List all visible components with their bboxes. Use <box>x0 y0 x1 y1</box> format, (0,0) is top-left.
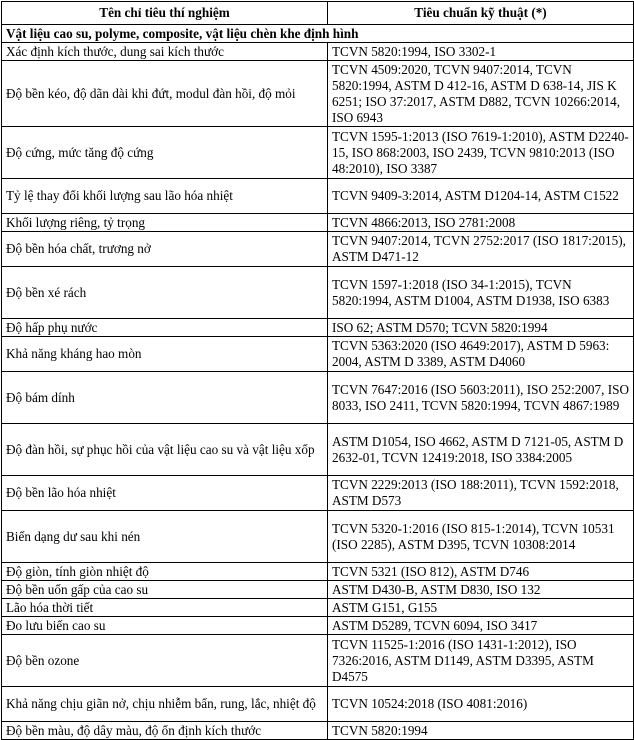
test-name: Tỷ lệ thay đổi khối lượng sau lão hóa nhiệt <box>2 179 328 214</box>
test-standard: TCVN 2229:2013 (ISO 188:2011), TCVN 1592:2018, ASTM D573 <box>328 476 634 511</box>
test-standard: TCVN 1597-1:2018 (ISO 34-1:2015), TCVN 5820:1994, ASTM D1004, ASTM D1938, ISO 6383 <box>328 267 634 319</box>
table-row <box>2 267 634 319</box>
test-standard: ASTM G151, G155 <box>328 599 634 617</box>
table-row <box>2 635 634 687</box>
test-standard: ASTM D1054, ISO 4662, ASTM D 7121-05, ASTM D 2632-01, TCVN 12419:2018, ISO 3384:2005 <box>328 424 634 476</box>
table-row <box>2 581 634 599</box>
test-name: Độ bền ozone <box>2 635 328 687</box>
test-name: Độ giòn, tính giòn nhiệt độ <box>2 563 328 581</box>
test-name: Độ bền hóa chất, trương nở <box>2 232 328 267</box>
table-row <box>2 424 634 476</box>
test-standard: ASTM D5289, TCVN 6094, ISO 3417 <box>328 617 634 635</box>
test-standard: TCVN 9409-3:2014, ASTM D1204-14, ASTM C1522 <box>328 179 634 214</box>
test-name: Độ hấp phụ nước <box>2 319 328 337</box>
test-standard: TCVN 9407:2014, TCVN 2752:2017 (ISO 1817:2015), ASTM D471-12 <box>328 232 634 267</box>
section-row <box>2 25 634 43</box>
header-row <box>2 2 634 25</box>
test-standard: TCVN 4509:2020, TCVN 9407:2014, TCVN 5820:1994, ASTM D 412-16, ASTM D 638-14, JIS K 6251; ISO 37:2017, ASTM D882, TCVN 10266:2014, ISO 6943 <box>328 61 634 127</box>
table-row <box>2 563 634 581</box>
test-name: Độ đàn hồi, sự phục hồi của vật liệu cao su và vật liệu xốp <box>2 424 328 476</box>
test-name: Khả năng chịu giãn nở, chịu nhiễm bẩn, rung, lắc, nhiệt độ <box>2 687 328 722</box>
test-name: Xác định kích thước, dung sai kích thước <box>2 43 328 61</box>
table-row <box>2 476 634 511</box>
test-standard: TCVN 5820:1994, ISO 3302-1 <box>328 43 634 61</box>
table-row <box>2 511 634 563</box>
test-standard: TCVN 1595-1:2013 (ISO 7619-1:2010), ASTM D2240-15, ISO 868:2003, ISO 2439, TCVN 9810:2013 (ISO 48:2010), ISO 3387 <box>328 127 634 179</box>
table-row <box>2 722 634 740</box>
test-standard: TCVN 5321 (ISO 812), ASTM D746 <box>328 563 634 581</box>
test-standard: TCVN 10524:2018 (ISO 4081:2016) <box>328 687 634 722</box>
test-name: Khối lượng riêng, tỷ trọng <box>2 214 328 232</box>
test-name: Độ bền uốn gấp của cao su <box>2 581 328 599</box>
test-standard: ISO 62; ASTM D570; TCVN 5820:1994 <box>328 319 634 337</box>
table-row <box>2 61 634 127</box>
test-standard: TCVN 7647:2016 (ISO 5603:2011), ISO 252:2007, ISO 8033, ISO 2411, TCVN 5820:1994, TCVN 4867:1989 <box>328 372 634 424</box>
table-row <box>2 599 634 617</box>
test-standard: TCVN 11525-1:2016 (ISO 1431-1:2012), ISO 7326:2016, ASTM D1149, ASTM D3395, ASTM D4575 <box>328 635 634 687</box>
section-title: Vật liệu cao su, polyme, composite, vật liệu chèn khe định hình <box>2 25 634 43</box>
test-name: Độ bền màu, độ dây màu, độ ổn định kích thước <box>2 722 328 740</box>
table-row <box>2 372 634 424</box>
table-row <box>2 232 634 267</box>
table-row <box>2 214 634 232</box>
test-standard: TCVN 4866:2013, ISO 2781:2008 <box>328 214 634 232</box>
test-name: Độ bền kéo, độ dãn dài khi đứt, modul đàn hồi, độ mỏi <box>2 61 328 127</box>
test-standard: ASTM D430-B, ASTM D830, ISO 132 <box>328 581 634 599</box>
test-name: Biến dạng dư sau khi nén <box>2 511 328 563</box>
test-name: Độ bám dính <box>2 372 328 424</box>
table-row <box>2 337 634 372</box>
test-name: Độ cứng, mức tăng độ cứng <box>2 127 328 179</box>
test-standard: TCVN 5320-1:2016 (ISO 815-1:2014), TCVN 10531 (ISO 2285), ASTM D395, TCVN 10308:2014 <box>328 511 634 563</box>
table-row <box>2 319 634 337</box>
header-test-name: Tên chỉ tiêu thí nghiệm <box>2 2 328 25</box>
table-row <box>2 617 634 635</box>
test-name: Đo lưu biến cao su <box>2 617 328 635</box>
test-name: Độ bền lão hóa nhiệt <box>2 476 328 511</box>
table-row <box>2 43 634 61</box>
test-standard: TCVN 5363:2020 (ISO 4649:2017), ASTM D 5963: 2004, ASTM D 3389, ASTM D4060 <box>328 337 634 372</box>
test-standard: TCVN 5820:1994 <box>328 722 634 740</box>
table-row <box>2 127 634 179</box>
test-name: Lão hóa thời tiết <box>2 599 328 617</box>
standards-table <box>1 1 634 740</box>
test-name: Khả năng kháng hao mòn <box>2 337 328 372</box>
table-row <box>2 179 634 214</box>
test-name: Độ bền xé rách <box>2 267 328 319</box>
table-row <box>2 687 634 722</box>
header-standard: Tiêu chuẩn kỹ thuật (*) <box>328 2 634 25</box>
